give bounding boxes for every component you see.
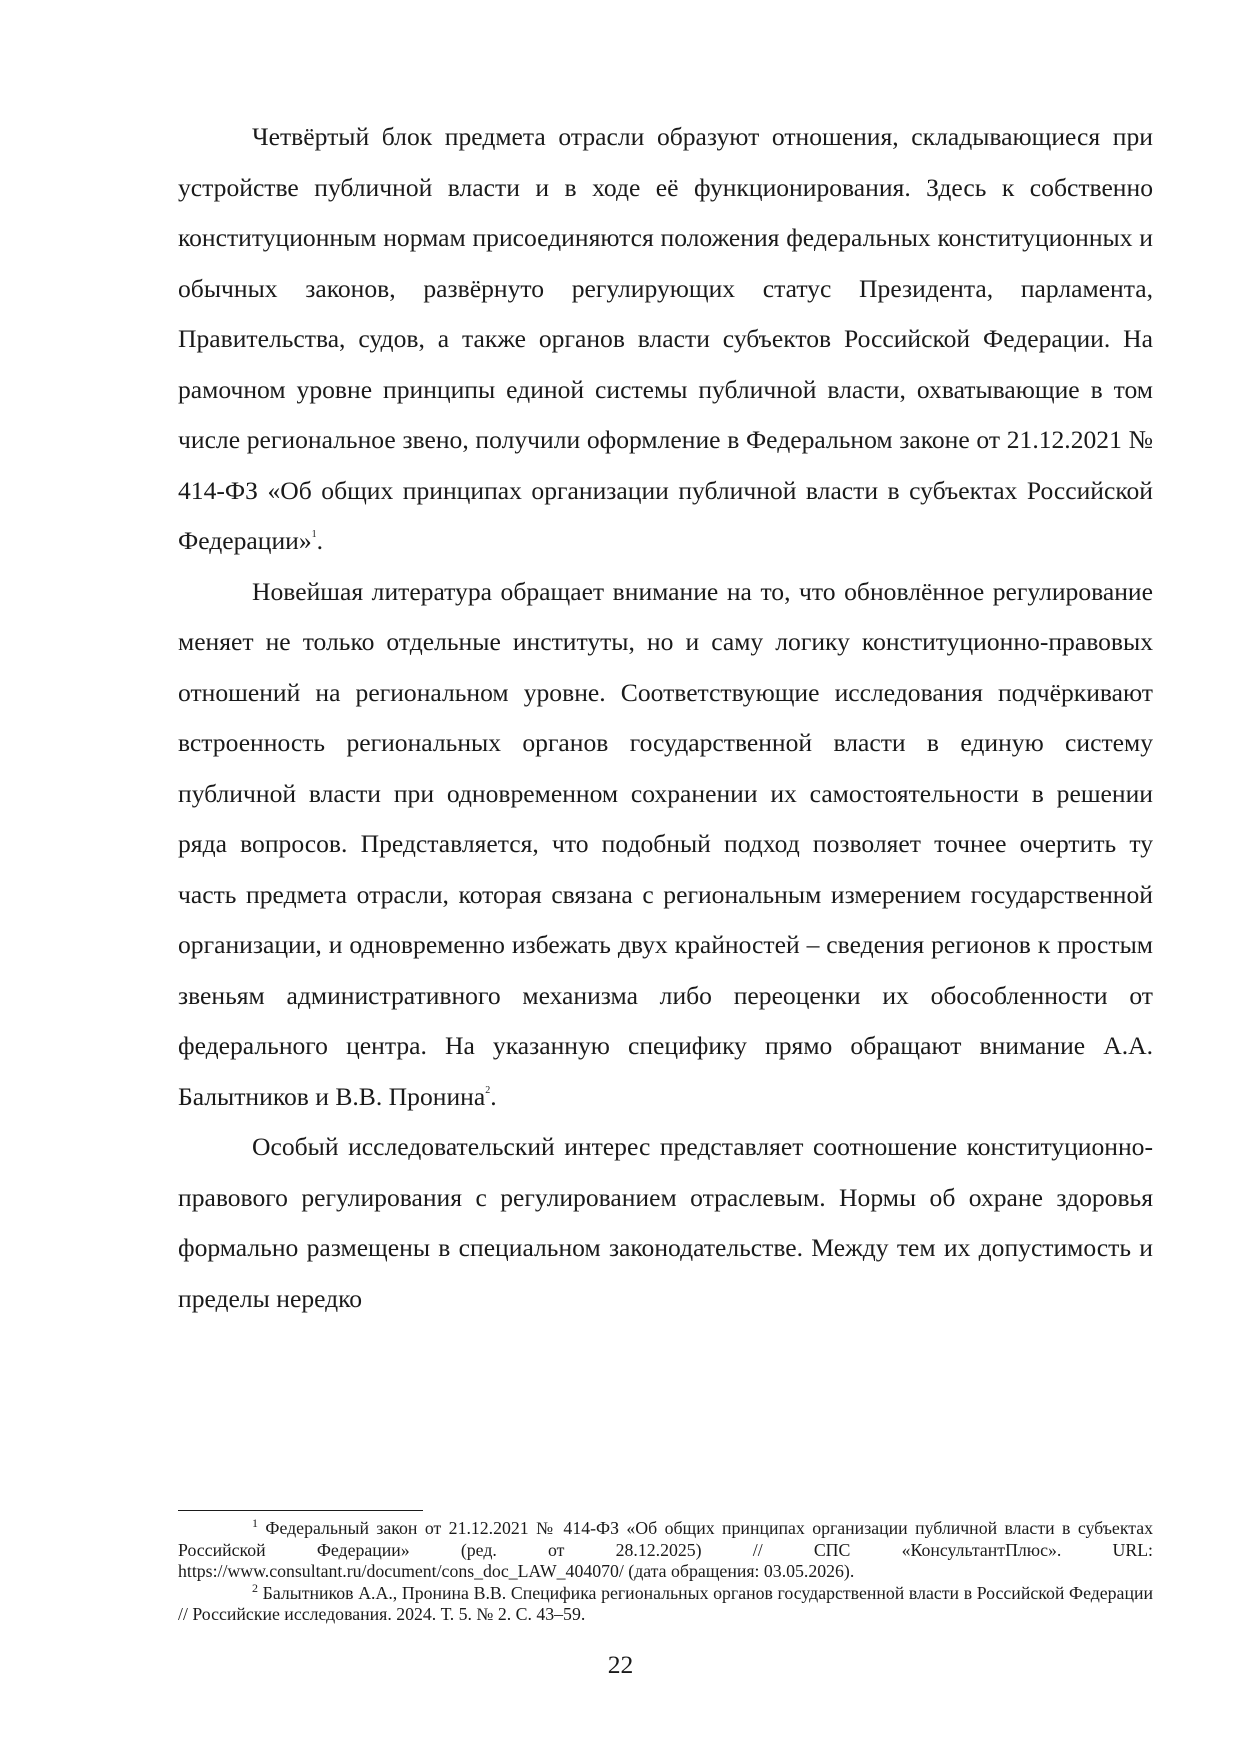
footnote-text: Балытников А.А., Пронина В.В. Специфика региональных органов государственной власти в Российской Федерации // Российские исследования. 2024. Т. 5. № 2. С. 43–59. xyxy=(178,1582,1153,1624)
paragraph xyxy=(178,112,1153,567)
footnote-number: 2 xyxy=(252,1580,258,1595)
footnote xyxy=(178,1580,1153,1626)
footnote-reference[interactable]: 1 xyxy=(311,529,317,541)
paragraph-text: Новейшая литература обращает внимание на то, что обновлённое регулирование меняет не только отдельные институты, но и саму логику конституционно-правовых отношений на региональном уровне. Соответствующие исследования подчёркивают встроенность региональных органов государственной власти в единую систему публичной власти при одновременном сохранении их самостоятельности в решении ряда вопросов. Представляется, что подобный подход позволяет точнее очертить ту часть предмета отрасли, которая связана с региональным измерением государственной организации, и одновременно избежать двух крайностей – сведения регионов к простым звеньям административного механизма либо переоценки их обособленности от федерального центра. На указанную специфику прямо обращают внимание А.А. Балытников и В.В. Пронина xyxy=(178,576,1153,1111)
footnote xyxy=(178,1518,1153,1583)
footnote-text: Федеральный закон от 21.12.2021 № 414-ФЗ «Об общих принципах организации публичной власти в субъектах Российской Федерации» (ред. от 28.12.2025) // СПС «КонсультантПлюс». URL: https://www.consultant.ru/document/cons_doc_LAW_404070/ (дата обращения: 03.05.2026). xyxy=(178,1518,1153,1581)
paragraph-tail: . xyxy=(316,526,324,555)
paragraph-text: Особый исследовательский интерес представляет соотношение конституционно-правового регулирования с регулированием отраслевым. Нормы об охране здоровья формально размещены в специальном законодательстве. Между тем их допустимость и пределы нередко xyxy=(178,1132,1153,1313)
footnote-reference[interactable]: 2 xyxy=(485,1084,491,1096)
paragraph-tail: . xyxy=(490,1081,497,1111)
footnote-separator xyxy=(178,1510,423,1511)
paragraph xyxy=(178,1122,1153,1324)
footnote-number: 1 xyxy=(252,1516,258,1531)
body-text xyxy=(178,112,1153,1324)
page-number: 22 xyxy=(607,1650,634,1679)
footnotes xyxy=(178,1518,1153,1626)
paragraph xyxy=(178,567,1153,1123)
paragraph-text: Четвёртый блок предмета отрасли образуют отношения, складывающиеся при устройстве публичной власти и в ходе её функционирования. Здесь к собственно конституционным нормам присоединяются положения федеральных конституционных и обычных законов, развёрнуто регулирующих статус Президента, парламента, Правительства, судов, а также органов власти субъектов Российской Федерации. На рамочном уровне принципы единой системы публичной власти, охватывающие в том числе региональное звено, получили оформление в Федеральном законе от 21.12.2021 № 414-ФЗ «Об общих принципах организации публичной власти в субъектах Российской Федерации» xyxy=(178,122,1153,555)
